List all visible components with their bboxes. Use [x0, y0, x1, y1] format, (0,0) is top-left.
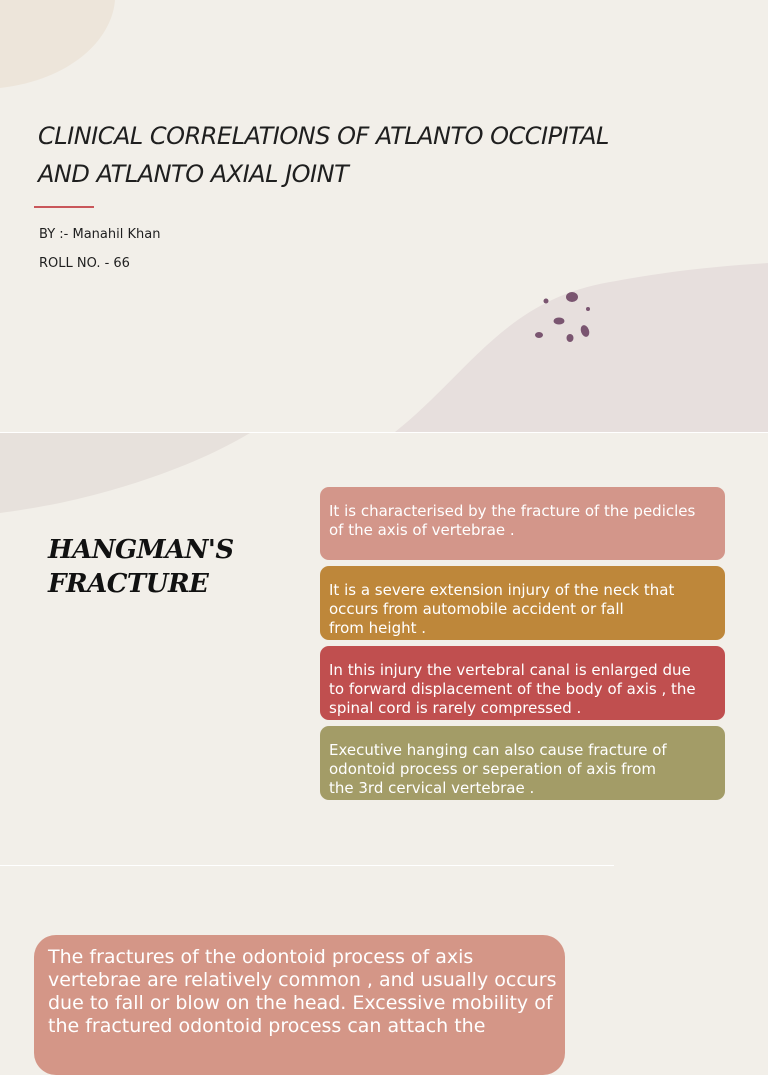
card-text-line: vertebrae are relatively common , and usually occurs	[48, 969, 557, 991]
info-card-extension-injury	[320, 566, 725, 640]
heading-line-1: HANGMAN'S	[48, 535, 234, 565]
card-text-line: occurs from automobile accident or fall	[329, 600, 624, 618]
card-text-line: to forward displacement of the body of axis , the	[329, 680, 696, 698]
card-text-line: the 3rd cervical vertebrae .	[329, 779, 535, 797]
title-underline	[34, 206, 94, 208]
card-text-line: It is a severe extension injury of the neck that	[329, 581, 675, 599]
card-text-line: In this injury the vertebral canal is enlarged due	[329, 661, 691, 679]
title-slide	[0, 0, 768, 432]
roll-number: ROLL NO. - 66	[39, 256, 130, 271]
author-name: BY :- Manahil Khan	[39, 227, 161, 242]
info-card-pedicles	[320, 487, 725, 560]
card-text-line: spinal cord is rarely compressed .	[329, 699, 582, 717]
card-text-line: due to fall or blow on the head. Excessive mobility of	[48, 992, 553, 1014]
card-text-line: from height .	[329, 619, 427, 637]
card-text-line: Executive hanging can also cause fracture of	[329, 741, 667, 759]
info-card-vertebral-canal	[320, 646, 725, 720]
heading-line-2: FRACTURE	[48, 569, 209, 599]
top-left-wave-shape	[0, 433, 250, 513]
hangmans-fracture-heading	[48, 533, 234, 601]
card-text-line: The fractures of the odontoid process of axis	[48, 946, 474, 968]
background-decoration	[0, 0, 768, 432]
title-line-1: CLINICAL CORRELATIONS OF ATLANTO OCCIPITAL	[38, 122, 609, 150]
slide-title	[38, 117, 718, 193]
title-line-2: AND ATLANTO AXIAL JOINT	[38, 160, 349, 188]
card-text-line: the fractured odontoid process can attach the	[48, 1015, 486, 1037]
top-left-blob	[0, 0, 115, 88]
card-text-line: odontoid process or seperation of axis from	[329, 760, 657, 778]
card-text-line: of the axis of vertebrae .	[329, 521, 515, 539]
odontoid-info-card	[34, 935, 565, 1075]
card-text-line: It is characterised by the fracture of the pedicles	[329, 502, 696, 520]
info-card-executive-hanging	[320, 726, 725, 800]
right-wave-shape	[395, 263, 768, 432]
